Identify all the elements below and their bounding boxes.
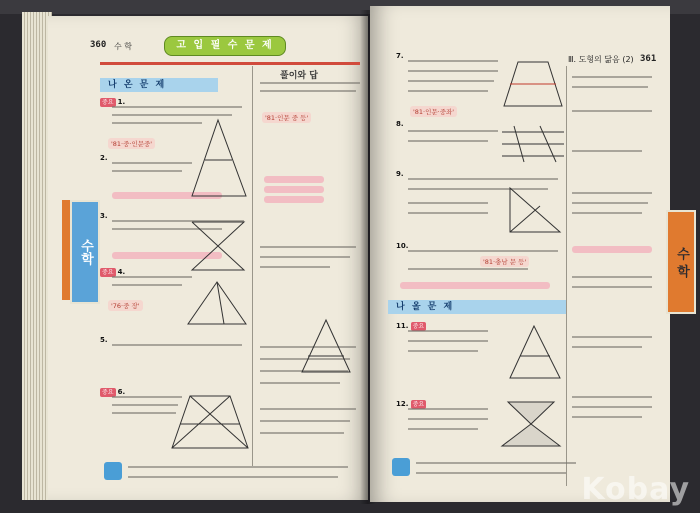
text-line: [408, 418, 488, 420]
text-line: [416, 472, 566, 474]
triangle-figure: [188, 116, 250, 206]
text-line: [112, 170, 182, 172]
problem-8: 8.: [396, 120, 404, 128]
text-line: [260, 246, 356, 248]
text-line: [260, 382, 340, 384]
column-divider: [252, 66, 253, 466]
left-side-tab: 수학: [70, 200, 100, 304]
text-line: [408, 60, 498, 62]
parallel-lines-figure: [500, 124, 566, 164]
left-page-number: 360: [90, 40, 107, 50]
text-line: [408, 340, 488, 342]
section-title: 나 온 문 제: [100, 78, 218, 92]
text-line: [572, 76, 652, 78]
footer-logo-icon: [104, 462, 122, 480]
triangle-figure-right: [506, 322, 564, 382]
text-line: [260, 420, 350, 422]
highlight: [400, 282, 550, 289]
text-line: [408, 428, 478, 430]
badge: 중요: [102, 99, 114, 106]
text-line: [260, 266, 330, 268]
answer-triangle-figure: [298, 316, 354, 376]
text-line: [112, 106, 242, 108]
text-line: [408, 408, 488, 410]
answers-title: 풀이와 답: [280, 71, 318, 81]
text-line: [112, 162, 192, 164]
text-line: [572, 286, 652, 288]
text-line: [572, 150, 642, 152]
problem-1: 중요 1.: [102, 98, 126, 106]
text-line: [408, 178, 558, 180]
right-column-divider: [566, 66, 567, 486]
right-running-head: Ⅲ. 도형의 닮음 (2): [568, 55, 634, 64]
hourglass-figure-right: [498, 398, 564, 450]
text-line: [572, 336, 652, 338]
trapezoid-figure-right: [500, 58, 566, 110]
text-line: [408, 90, 488, 92]
problem-7: 7.: [396, 52, 404, 60]
text-line: [416, 462, 576, 464]
text-line: [572, 346, 642, 348]
text-line: [572, 212, 642, 214]
problem-9: 9.: [396, 170, 404, 178]
text-line: [572, 202, 648, 204]
right-triangle-figure: [500, 182, 566, 238]
text-line: [408, 350, 478, 352]
text-line: [572, 86, 648, 88]
highlight: [572, 246, 652, 253]
problem-4: 중요 4.: [102, 268, 126, 276]
watermark: Kobay: [581, 472, 690, 507]
text-line: [112, 276, 192, 278]
text-line: [408, 202, 488, 204]
problem-11: 11. 중요: [396, 322, 425, 330]
text-line: [408, 268, 528, 270]
text-line: [260, 408, 356, 410]
problem-2: 2.: [100, 154, 108, 162]
text-line: [112, 344, 242, 346]
highlight: [264, 186, 324, 193]
text-line: [572, 276, 652, 278]
text-line: [572, 406, 652, 408]
text-line: [408, 250, 558, 252]
text-line: [572, 110, 652, 112]
text-line: [128, 466, 348, 468]
right-page-number: 361: [640, 54, 657, 64]
problem-12: 12. 중요: [396, 400, 425, 408]
right-page: [370, 6, 670, 502]
hint-2: '76·중 장': [108, 300, 143, 311]
text-line: [408, 330, 488, 332]
text-line: [408, 140, 488, 142]
highlight: [264, 196, 324, 203]
hint-3: '81·인문 중 등': [262, 112, 311, 123]
hint-1: '81·중·인문중': [108, 138, 155, 149]
text-line: [260, 90, 356, 92]
hourglass-figure: [188, 216, 248, 276]
triangle-figure-2: [184, 278, 250, 328]
text-line: [572, 396, 652, 398]
text-line: [112, 284, 182, 286]
text-line: [260, 432, 344, 434]
right-side-tab: 수 학: [666, 210, 696, 314]
text-line: [260, 256, 350, 258]
text-line: [112, 412, 176, 414]
highlight: [264, 176, 324, 183]
text-line: [572, 416, 642, 418]
text-line: [408, 130, 498, 132]
trapezoid-figure: [168, 392, 252, 452]
text-line: [572, 192, 652, 194]
problem-3: 3.: [100, 212, 108, 220]
text-line: [408, 80, 494, 82]
right-hint-1: '81·인문·중좌': [410, 106, 457, 117]
left-running-head: 수 학: [114, 42, 132, 51]
header-rule: [100, 62, 360, 65]
footer-logo-icon: [392, 458, 410, 476]
problem-6: 중요 6.: [102, 388, 126, 396]
problem-5: 5.: [100, 336, 108, 344]
problem-10: 10.: [396, 242, 409, 250]
text-line: [408, 70, 498, 72]
right-hint-2: '81·충남 문 등': [480, 256, 529, 267]
text-line: [260, 82, 360, 84]
text-line: [408, 212, 488, 214]
text-line: [128, 476, 338, 478]
banner-title: 고 입 필 수 문 제: [164, 36, 286, 56]
right-section-title: 나 올 문 제: [388, 300, 566, 314]
